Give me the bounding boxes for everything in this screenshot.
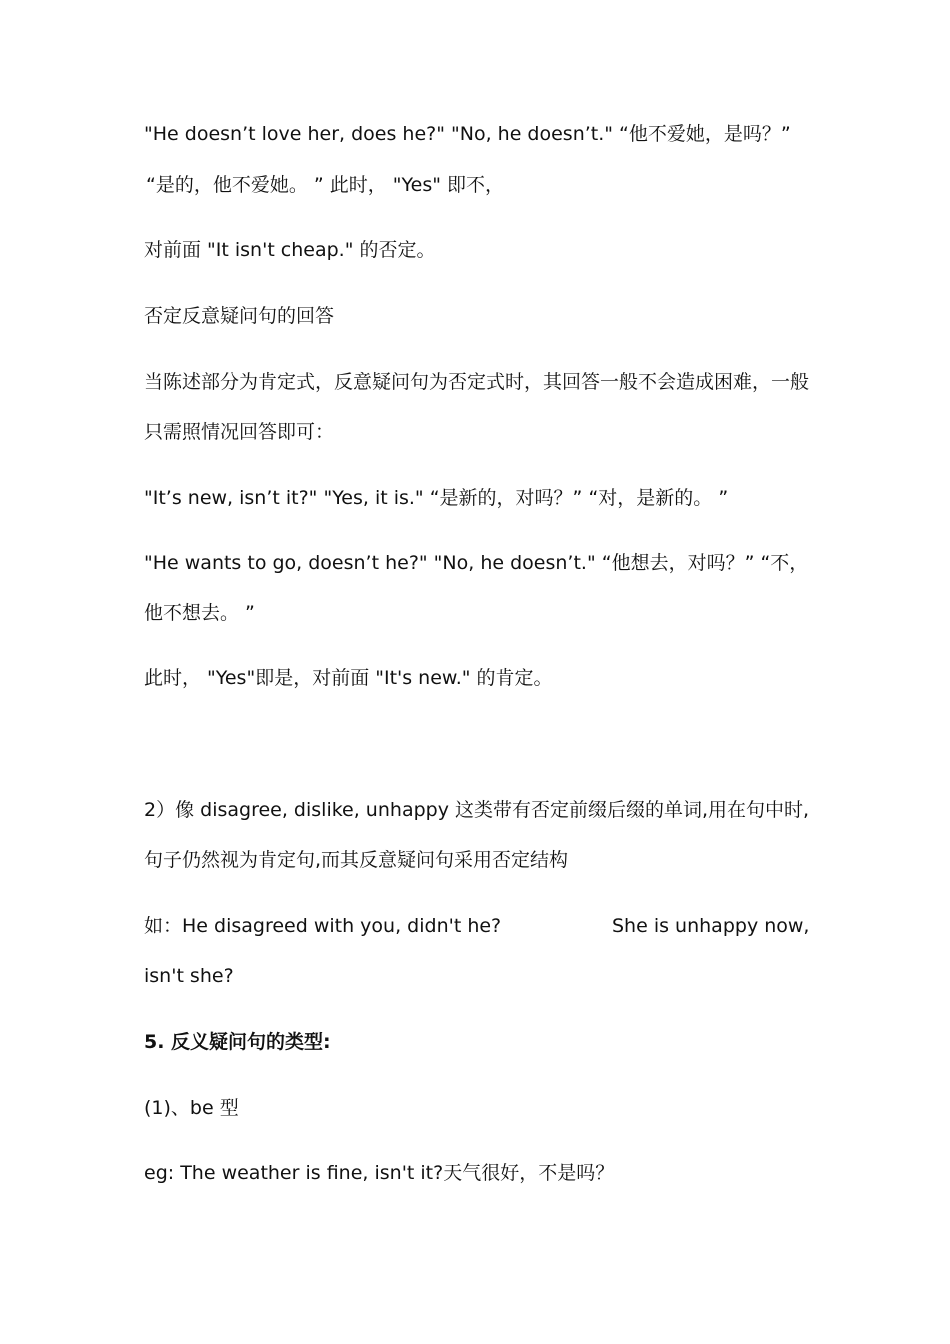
example-line-weather-is-fine: eg: The weather is fine, isn't it?天气很好，不是吗？ [144, 1162, 615, 1184]
explanation-line-affirmation: 此时， "Yes"即是，对前面 "It's new." 的肯定。 [144, 667, 553, 689]
explanation-line-negation: 对前面 "It isn't cheap." 的否定。 [144, 239, 436, 261]
rule-line-negative-prefix-words: 2）像 disagree, dislike, unhappy 这类带有否定前缀后缀的单词,用在句中时, [144, 799, 810, 821]
example-line-disagreed: 如：He disagreed with you, didn't he? [144, 915, 502, 937]
subheading-be-type: (1)、be 型 [144, 1097, 239, 1119]
example-line-answer-translation: “是的，他不爱她。 ” 此时， "Yes" 即不， [146, 174, 504, 196]
paragraph-line-answer-by-situation: 只需照情况回答即可： [144, 421, 335, 443]
rule-line-treated-as-affirmative: 句子仍然视为肯定句,而其反意疑问句采用否定结构 [144, 849, 569, 871]
example-line-its-new: "It’s new, isn’t it?" "Yes, it is." “是新的，对吗？” “对，是新的。 ” [144, 487, 729, 509]
section-heading-tag-question-types: 5. 反义疑问句的类型: [144, 1031, 331, 1053]
example-line-he-doesnt-want-to-go: 他不想去。 ” [144, 602, 255, 624]
example-line-he-wants-to-go: "He wants to go, doesn’t he?" "No, he doesn’t." “他想去，对吗？” “不， [144, 552, 809, 574]
example-line-isnt-she: isn't she? [144, 965, 234, 987]
section-heading-negative-tag-answers: 否定反意疑问句的回答 [144, 305, 335, 327]
example-line-he-doesnt-love-her: "He doesn’t love her, does he?" "No, he doesn’t." “他不爱她，是吗？” [144, 123, 791, 145]
example-line-unhappy: She is unhappy now, [612, 915, 810, 937]
paragraph-line-affirmative-statement: 当陈述部分为肯定式，反意疑问句为否定式时，其回答一般不会造成困难，一般 [144, 371, 810, 393]
